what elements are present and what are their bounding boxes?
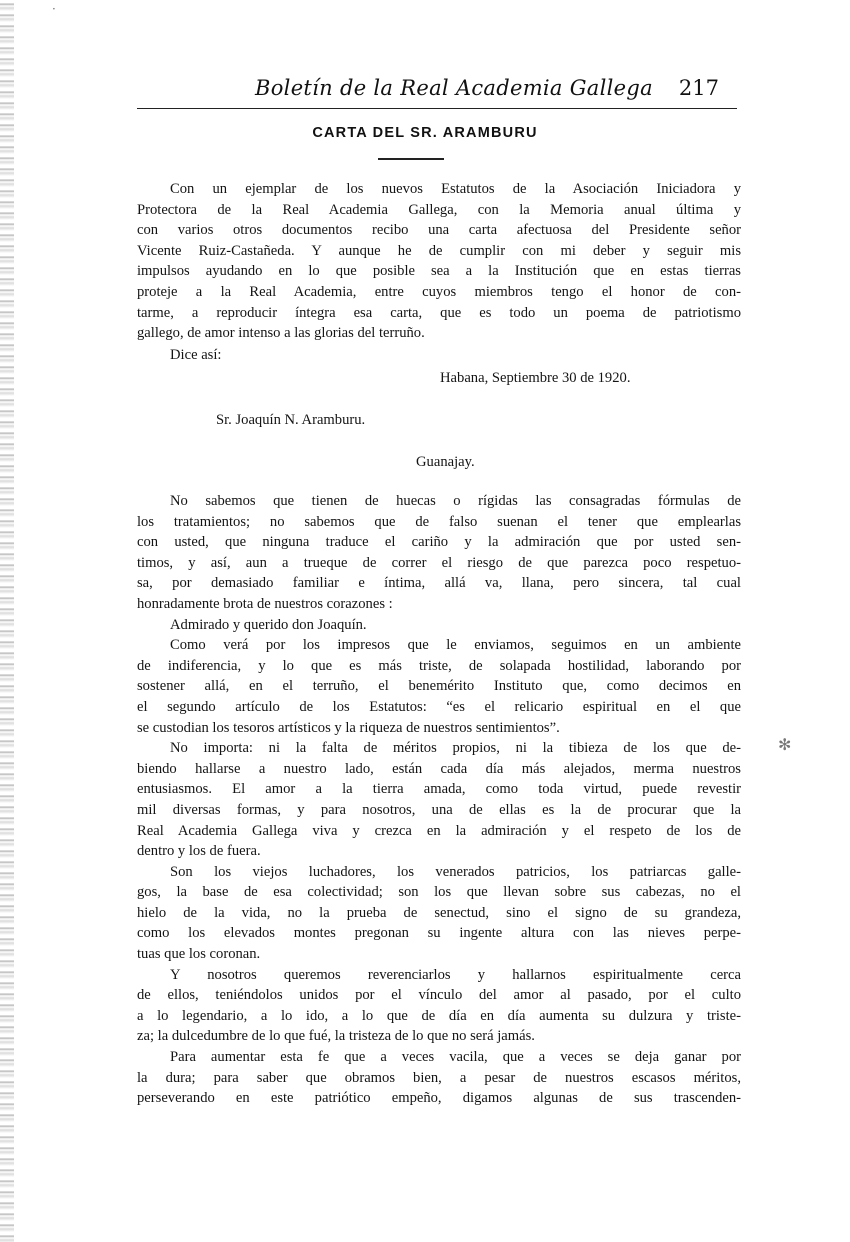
text-line: Son los viejos luchadores, los venerados patricios, los patriarcas galle-	[170, 863, 741, 880]
text-line: Como verá por los impresos que le enviamos, seguimos en un ambiente	[170, 637, 741, 654]
text-line: No importa: ni la falta de méritos propios, ni la tibieza de los que de-	[170, 740, 741, 757]
article-heading: CARTA DEL SR. ARAMBURU	[312, 125, 538, 141]
text-line: tarme, a reproducir íntegra esa carta, que es todo un poema de patriotismo	[137, 304, 741, 321]
scan-speck: ✻	[778, 735, 792, 754]
letter-body	[137, 491, 741, 1109]
text-line: tuas que los coronan.	[137, 946, 261, 963]
text-line: mil diversas formas, y para nosotros, una de ellas es la de procurar que la	[137, 801, 741, 818]
text-line: impulsos ayudando en lo que posible sea a la Institución que en estas tierras	[137, 263, 741, 280]
text-line: con varios otros documentos recibo una carta afectuosa del Presidente señor	[137, 222, 741, 239]
text-line: Protectora de la Real Academia Gallega, con la Memoria anual última y	[137, 201, 741, 218]
text-line: sostener allá, en el terruño, el benemérito Instituto que, como decimos en	[137, 678, 741, 695]
letter-addressee: Sr. Joaquín N. Aramburu.	[216, 412, 366, 428]
text-line: Vicente Ruiz-Castañeda. Y aunque he de cumplir con mi deber y seguir mis	[137, 242, 741, 259]
text-line: za; la dulcedumbre de lo que fué, la tristeza de lo que no será jamás.	[137, 1028, 535, 1045]
text-line: Para aumentar esta fe que a veces vacila, que a veces se deja ganar por	[170, 1049, 741, 1066]
text-line: No sabemos que tienen de huecas o rígidas las consagradas fórmulas de	[170, 493, 741, 509]
page-number: 217	[678, 76, 719, 100]
heading-divider	[378, 158, 444, 160]
text-line: se custodian los tesoros artísticos y la riqueza de nuestros sentimientos”.	[137, 719, 560, 736]
text-line: perseverando en este patriótico empeño, digamos algunas de sus trascenden-	[137, 1090, 741, 1107]
text-line: proteje a la Real Academia, entre cuyos miembros tengo el honor de con-	[137, 283, 741, 300]
letter-dateline: Habana, Septiembre 30 de 1920.	[440, 370, 631, 386]
text-line: Con un ejemplar de los nuevos Estatutos de la Asociación Iniciadora y	[170, 181, 741, 197]
scanned-page-edge	[0, 0, 14, 1242]
text-line: de ellos, teniéndolos unidos por el vínculo del amor al pasado, por el culto	[137, 987, 741, 1004]
text-line: Y nosotros queremos reverenciarlos y hallarnos espiritualmente cerca	[170, 966, 741, 983]
text-line: a lo legendario, a lo ido, a lo que de día en día aumenta su dulzura y triste-	[137, 1007, 741, 1024]
journal-title: Boletín de la Real Academia Gallega	[255, 76, 653, 100]
dice-asi: Dice así:	[170, 347, 222, 363]
text-line: gallego, de amor intenso a las glorias del terruño.	[137, 325, 425, 342]
text-line: dentro y los de fuera.	[137, 843, 261, 860]
text-line: de indiferencia, y lo que es más triste, de solapada hostilidad, laborando por	[137, 657, 741, 674]
text-line: el segundo artículo de los Estatutos: “es el relicario espiritual en el que	[137, 698, 741, 715]
letter-place: Guanajay.	[416, 454, 475, 470]
text-line: los tratamientos; no sabemos que de falso suenan el tener que emplearlas	[137, 513, 741, 530]
salutation-line: Admirado y querido don Joaquín.	[170, 616, 367, 633]
text-line: hielo de la vida, no la prueba de senectud, sino el signo de su grandeza,	[137, 904, 741, 921]
text-line: timos, y así, aun a trueque de correr el riesgo de que parezca poco respetuo-	[137, 554, 741, 571]
text-line: la dura; para saber que obramos bien, a pesar de nuestros escasos méritos,	[137, 1069, 741, 1086]
text-line: entusiasmos. El amor a la tierra amada, como toda virtud, puede revestir	[137, 781, 741, 798]
running-header	[137, 74, 737, 109]
scan-speck: ·	[52, 2, 56, 16]
text-line: Real Academia Gallega viva y crezca en la admiración y el respeto de los de	[137, 822, 741, 839]
text-line: honradamente brota de nuestros corazones :	[137, 595, 393, 612]
intro-paragraph	[137, 179, 741, 344]
text-line: sa, por demasiado familiar e íntima, allá va, llana, pero sincera, tal cual	[137, 575, 741, 592]
text-line: biendo hallarse a nuestro lado, están cada día más alejados, merma nuestros	[137, 760, 741, 777]
text-line: gos, la base de esa colectividad; son los que llevan sobre sus cabezas, no el	[137, 884, 741, 901]
text-line: como los elevados montes pregonan su ingente altura con las nieves perpe-	[137, 925, 741, 942]
text-line: con usted, que ninguna traduce el cariño y la admiración que por usted sen-	[137, 534, 741, 551]
